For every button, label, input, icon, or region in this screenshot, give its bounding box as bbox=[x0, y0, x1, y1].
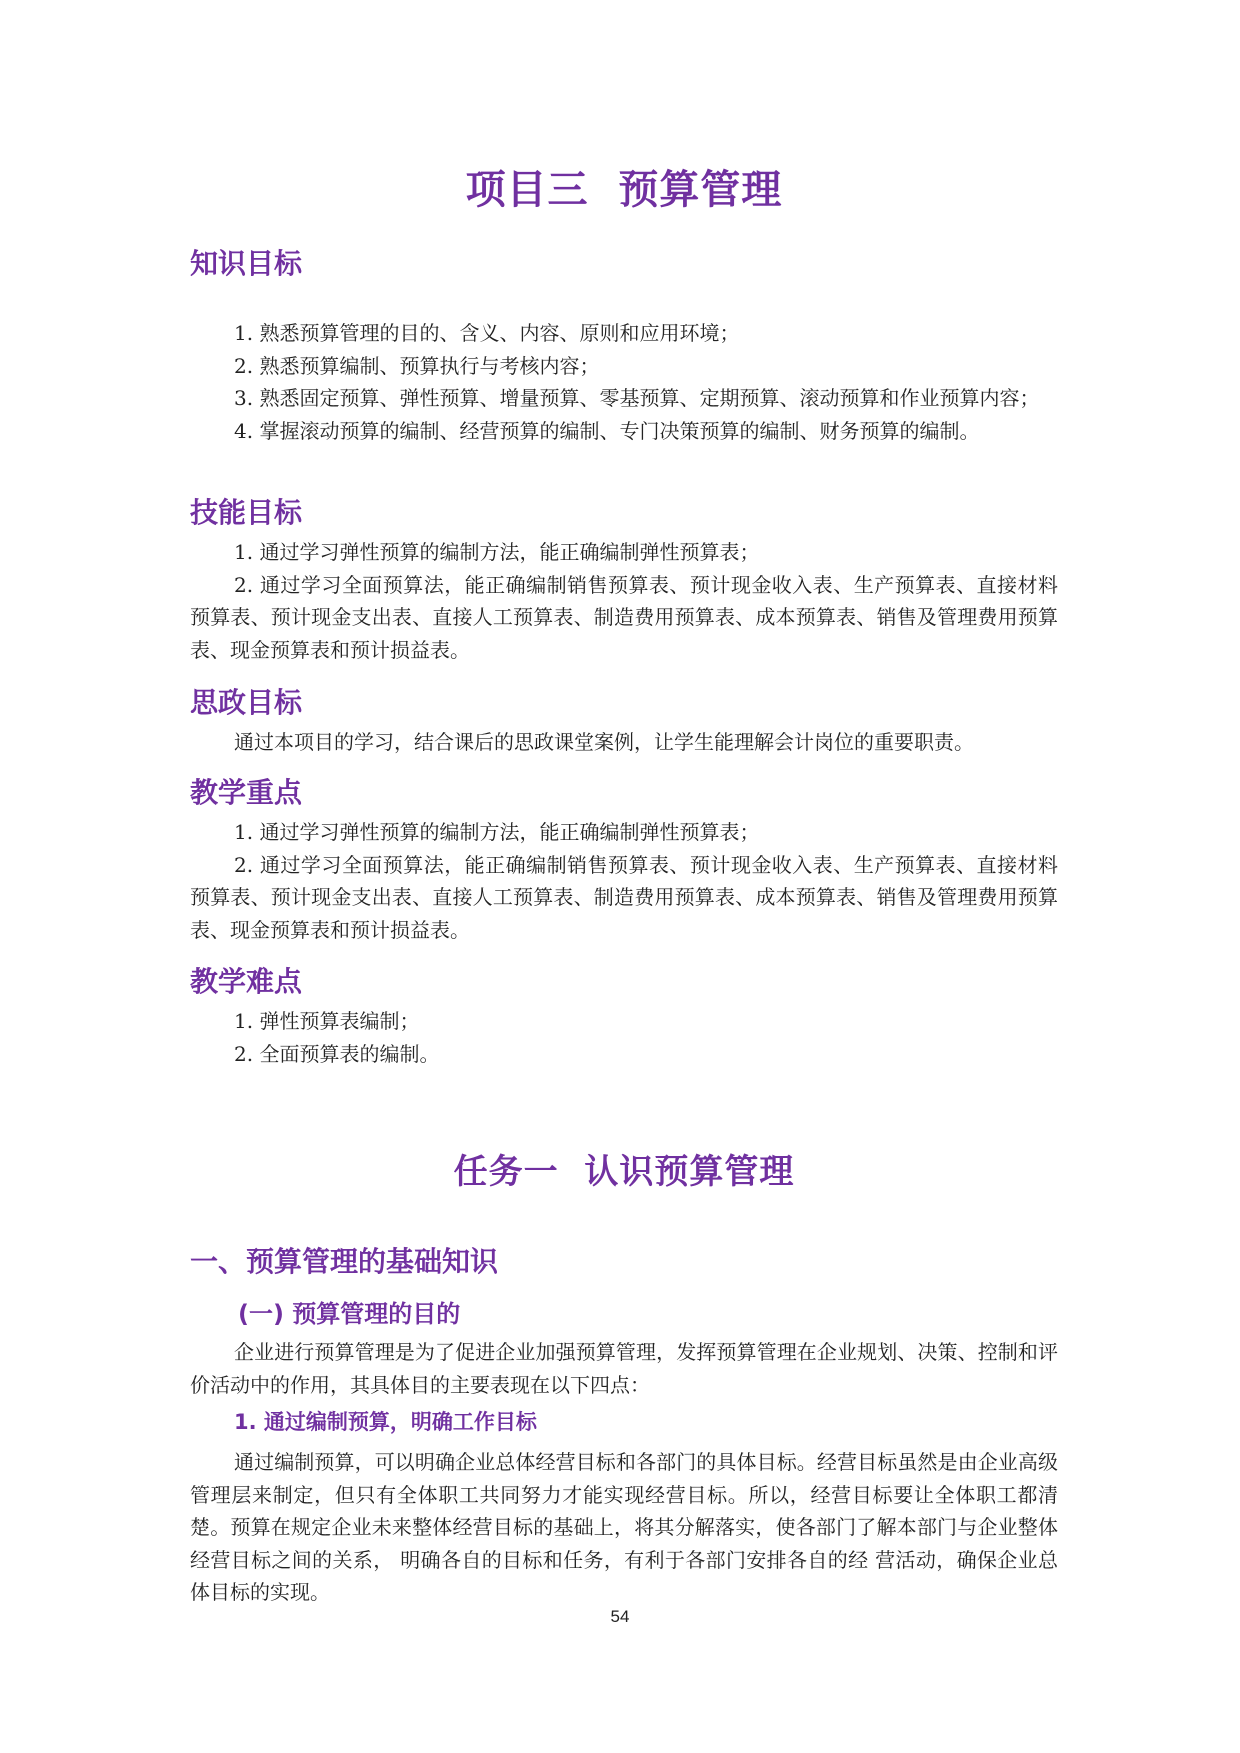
project-title: 项目三 预算管理 bbox=[465, 167, 783, 213]
point1-heading: 1. 通过编制预算，明确工作目标 bbox=[234, 1410, 537, 1434]
task-title: 任务一 认识预算管理 bbox=[453, 1152, 795, 1192]
difficulties-list bbox=[190, 1005, 1058, 1070]
key-points-item: 2. 通过学习全面预算法，能正确编制销售预算表、预计现金收入表、生产预算表、直接材料预算表、预计现金支出表、直接人工预算表、制造费用预算表、成本预算表、销售及管理费用预算表、现金预算表和预计损益表。 bbox=[190, 852, 1058, 942]
section1-sub1-paragraph-block bbox=[190, 1336, 1058, 1401]
section1-heading: 一、预算管理的基础知识 bbox=[190, 1245, 499, 1278]
point1-paragraph-block bbox=[190, 1446, 1058, 1609]
point1-paragraph: 通过编制预算，可以明确企业总体经营目标和各部门的具体目标。经营目标虽然是由企业高级管理层来制定，但只有全体职工共同努力才能实现经营目标。所以，经营目标要让全体职工都清楚。预算在规定企业未来整体经营目标的基础上，将其分解落实，使各部门了解本部门与企业整体经营目标之间的关系， 明确各自的目标和任务，有利于各部门安排各自的经 营活动，确保企业总体目标的实现。 bbox=[190, 1450, 1058, 1604]
ideology-item: 通过本项目的学习，结合课后的思政课堂案例，让学生能理解会计岗位的重要职责。 bbox=[234, 730, 974, 754]
section1-sub1-heading: (一) 预算管理的目的 bbox=[238, 1300, 461, 1328]
difficulties-heading: 教学难点 bbox=[190, 965, 303, 998]
page-number: 54 bbox=[610, 1607, 630, 1626]
key-points-list bbox=[190, 816, 1058, 946]
knowledge-item: 3. 熟悉固定预算、弹性预算、增量预算、零基预算、定期预算、滚动预算和作业预算内容； bbox=[234, 386, 1040, 410]
knowledge-item: 4. 掌握滚动预算的编制、经营预算的编制、专门决策预算的编制、财务预算的编制。 bbox=[234, 418, 980, 443]
ideology-list bbox=[190, 726, 1058, 759]
knowledge-heading: 知识目标 bbox=[190, 247, 303, 280]
skill-item: 2. 通过学习全面预算法，能正确编制销售预算表、预计现金收入表、生产预算表、直接材料预算表、预计现金支出表、直接人工预算表、制造费用预算表、成本预算表、销售及管理费用预算表、现金预算表和预计损益表。 bbox=[190, 572, 1058, 662]
key-points-heading: 教学重点 bbox=[190, 776, 303, 809]
skill-item: 1. 通过学习弹性预算的编制方法，能正确编制弹性预算表； bbox=[234, 540, 760, 564]
knowledge-item: 1. 熟悉预算管理的目的、含义、内容、原则和应用环境； bbox=[234, 321, 740, 345]
difficulties-item: 1. 弹性预算表编制； bbox=[234, 1009, 420, 1033]
difficulties-item: 2. 全面预算表的编制。 bbox=[234, 1041, 440, 1066]
key-points-item: 1. 通过学习弹性预算的编制方法，能正确编制弹性预算表； bbox=[234, 820, 760, 844]
knowledge-item: 2. 熟悉预算编制、预算执行与考核内容； bbox=[234, 353, 600, 378]
skill-list bbox=[190, 536, 1058, 666]
section1-sub1-paragraph: 企业进行预算管理是为了促进企业加强预算管理，发挥预算管理在企业规划、决策、控制和评价活动中的作用，其具体目的主要表现在以下四点： bbox=[190, 1340, 1058, 1397]
ideology-heading: 思政目标 bbox=[190, 686, 303, 719]
knowledge-list bbox=[190, 317, 1058, 447]
skill-heading: 技能目标 bbox=[190, 496, 303, 529]
